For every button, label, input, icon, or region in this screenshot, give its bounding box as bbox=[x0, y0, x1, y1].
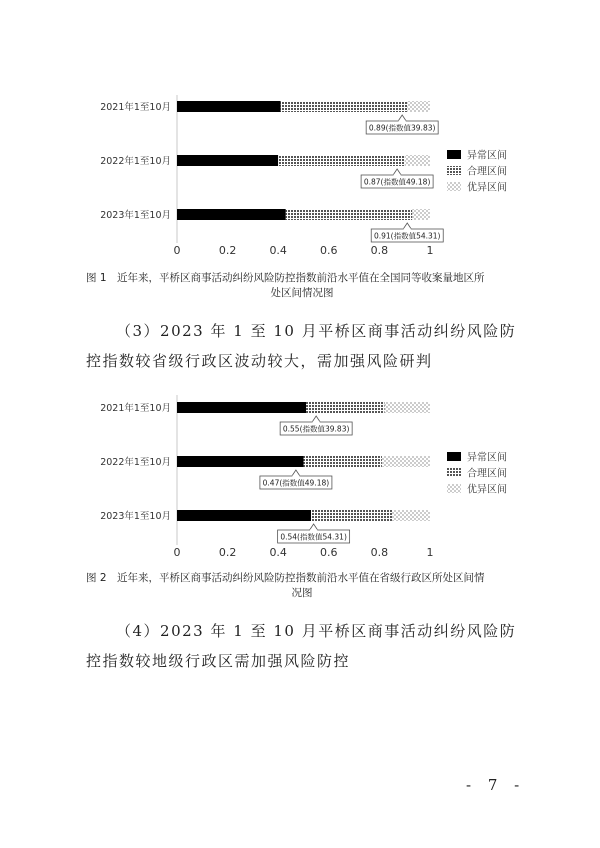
bar-segment-reasonable bbox=[306, 402, 384, 413]
annotation-text: 0.91(指数值54.31) bbox=[373, 231, 441, 241]
annotation-pointer bbox=[292, 470, 300, 476]
legend-label: 异常区间 bbox=[467, 150, 507, 162]
bar-segment-abnormal bbox=[177, 456, 304, 467]
figure-2-caption-line1: 图 2 近年来，平桥区商事活动纠纷风险防控指数前沿水平值在省级行政区所处区间情 bbox=[86, 572, 485, 584]
x-tick-label: 0.4 bbox=[269, 546, 287, 559]
page-number: - 7 - bbox=[466, 776, 526, 794]
x-tick-label: 0.2 bbox=[218, 546, 237, 559]
x-tick-label: 1 bbox=[426, 244, 434, 257]
legend-swatch bbox=[447, 484, 461, 493]
chart-2 bbox=[0, 390, 600, 565]
annotation-pointer bbox=[312, 416, 320, 422]
legend-swatch bbox=[447, 150, 461, 159]
annotation-text: 0.89(指数值39.83) bbox=[368, 123, 436, 133]
annotation-text: 0.55(指数值39.83) bbox=[282, 424, 350, 434]
annotation-text: 0.87(指数值49.18) bbox=[363, 177, 431, 187]
x-tick-label: 0.6 bbox=[320, 244, 338, 257]
annotation-pointer bbox=[398, 115, 406, 121]
bar-segment-reasonable bbox=[311, 510, 392, 521]
legend-swatch bbox=[447, 452, 461, 461]
annotation-text: 0.54(指数值54.31) bbox=[280, 532, 347, 542]
legend-label: 异常区间 bbox=[467, 452, 507, 464]
annotation-pointer bbox=[403, 223, 411, 229]
legend-label: 优异区间 bbox=[467, 182, 507, 194]
paragraph-4: （4）2023 年 1 至 10 月平桥区商事活动纠纷风险防控指数较地级行政区需加强风险防控 bbox=[86, 622, 517, 670]
chart-1 bbox=[0, 88, 600, 258]
paragraph-3: （3）2023 年 1 至 10 月平桥区商事活动纠纷风险防控指数较省级行政区波动较大，需加强风险研判 bbox=[86, 322, 517, 370]
category-label: 2021年1至10月 bbox=[100, 403, 171, 414]
annotation-text: 0.47(指数值49.18) bbox=[262, 478, 330, 488]
figure-2-caption bbox=[86, 571, 518, 601]
bar-segment-reasonable bbox=[278, 155, 405, 166]
x-tick-label: 0.6 bbox=[320, 546, 338, 559]
x-tick-label: 0.2 bbox=[218, 244, 237, 257]
bar-segment-abnormal bbox=[177, 155, 278, 166]
x-tick-label: 1 bbox=[426, 546, 434, 559]
x-tick-label: 0.8 bbox=[370, 244, 389, 257]
legend-swatch bbox=[447, 182, 461, 191]
figure-1-caption bbox=[86, 271, 518, 301]
bar-segment-excellent bbox=[392, 510, 430, 521]
annotation-pointer bbox=[310, 524, 318, 530]
legend-swatch bbox=[447, 468, 461, 477]
bar-segment-excellent bbox=[382, 456, 430, 467]
x-tick-label: 0.8 bbox=[370, 546, 389, 559]
bar-segment-abnormal bbox=[177, 209, 286, 220]
category-label: 2023年1至10月 bbox=[100, 511, 171, 522]
x-tick-label: 0 bbox=[173, 244, 181, 257]
legend-label: 优异区间 bbox=[467, 484, 507, 496]
legend-label: 合理区间 bbox=[467, 468, 507, 480]
figure-2-caption-line2: 况图 bbox=[291, 587, 313, 599]
legend-label: 合理区间 bbox=[467, 166, 507, 178]
category-label: 2022年1至10月 bbox=[100, 457, 171, 468]
bar-segment-reasonable bbox=[304, 456, 382, 467]
annotation-pointer bbox=[393, 169, 401, 175]
bar-segment-excellent bbox=[412, 209, 430, 220]
figure-1-caption-line1: 图 1 近年来，平桥区商事活动纠纷风险防控指数前沿水平值在全国同等收案量地区所 bbox=[86, 272, 485, 284]
bar-segment-abnormal bbox=[177, 101, 281, 112]
bar-segment-abnormal bbox=[177, 510, 311, 521]
bar-segment-excellent bbox=[405, 155, 430, 166]
category-label: 2021年1至10月 bbox=[100, 102, 171, 113]
bar-segment-excellent bbox=[407, 101, 430, 112]
figure-1-caption-line2: 处区间情况图 bbox=[270, 287, 334, 299]
category-label: 2023年1至10月 bbox=[100, 210, 171, 221]
category-label: 2022年1至10月 bbox=[100, 156, 171, 167]
bar-segment-reasonable bbox=[281, 101, 408, 112]
x-tick-label: 0.4 bbox=[269, 244, 287, 257]
bar-segment-excellent bbox=[384, 402, 430, 413]
bar-segment-reasonable bbox=[286, 209, 413, 220]
x-tick-label: 0 bbox=[173, 546, 181, 559]
bar-segment-abnormal bbox=[177, 402, 306, 413]
legend-swatch bbox=[447, 166, 461, 175]
